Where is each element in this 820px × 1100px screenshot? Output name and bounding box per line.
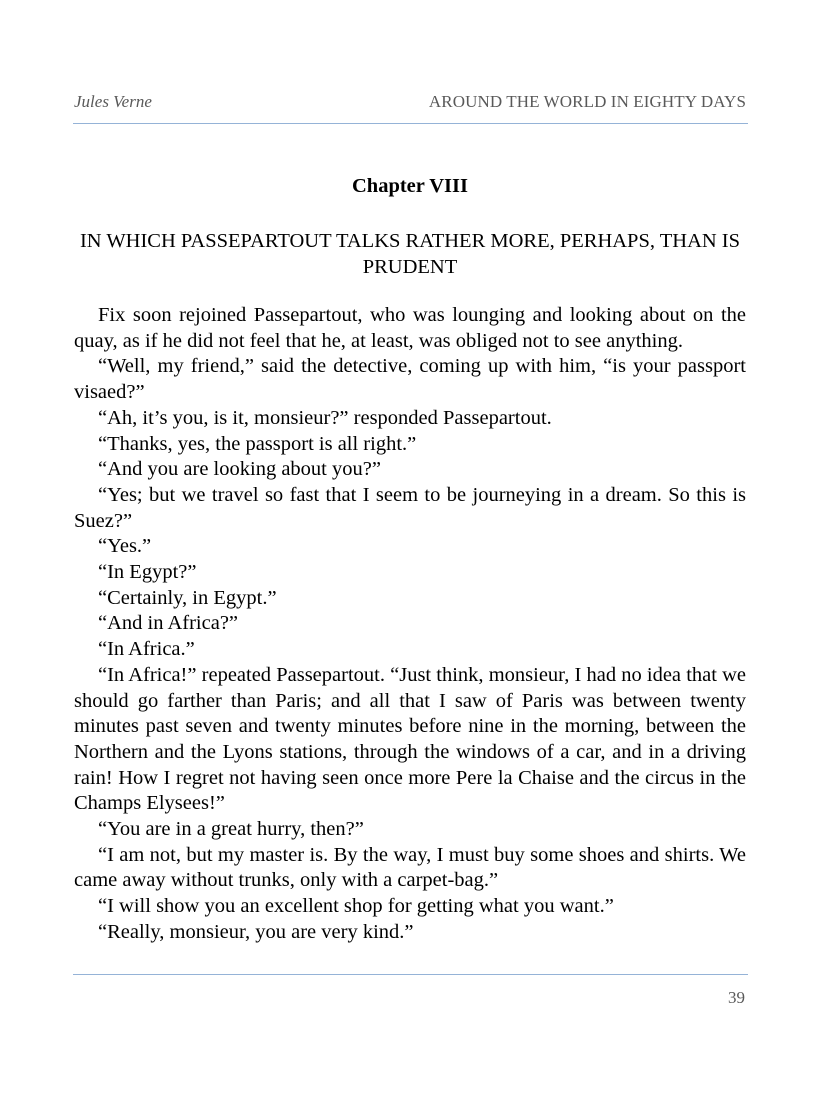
- paragraph: “In Egypt?”: [98, 561, 197, 584]
- paragraph: “In Africa!” repeated Passepartout. “Just think, monsieur, I had no idea that we should go farther than Paris; and all that I saw of Paris was between twenty minutes past seven and twenty minutes before nine in the morning, between the Northern and the Lyons stations, through the windows of a car, and in a driving rain! How I regret not having seen once more Pere la Chaise and the circus in the Champs Elysees!”: [74, 663, 746, 815]
- paragraph: “Yes; but we travel so fast that I seem to be journeying in a dream. So this is Suez?”: [74, 483, 746, 532]
- footer-divider: [73, 974, 748, 975]
- paragraph: “And in Africa?”: [98, 612, 239, 635]
- chapter-subtitle: IN WHICH PASSEPARTOUT TALKS RATHER MORE, PERHAPS, THAN IS PRUDENT: [79, 230, 741, 278]
- header-divider: [73, 123, 748, 124]
- page-number: 39: [728, 988, 745, 1007]
- paragraph: “Ah, it’s you, is it, monsieur?” responded Passepartout.: [98, 406, 552, 429]
- header-book-title: AROUND THE WORLD IN EIGHTY DAYS: [428, 92, 746, 111]
- paragraph: “In Africa.”: [98, 638, 195, 661]
- header-author: Jules Verne: [74, 92, 152, 111]
- paragraph: “Really, monsieur, you are very kind.”: [98, 920, 414, 943]
- paragraph: “Thanks, yes, the passport is all right.”: [98, 432, 417, 455]
- chapter-body: [74, 303, 746, 946]
- paragraph: “You are in a great hurry, then?”: [98, 818, 364, 841]
- chapter-title: Chapter VIII: [351, 175, 468, 197]
- paragraph: “Certainly, in Egypt.”: [98, 586, 277, 609]
- running-header: [74, 92, 746, 116]
- paragraph: “Well, my friend,” said the detective, coming up with him, “is your passport visaed?”: [74, 355, 746, 404]
- paragraph: Fix soon rejoined Passepartout, who was lounging and looking about on the quay, as if he did not feel that he, at least, was obliged not to see anything.: [74, 304, 746, 352]
- paragraph: “I am not, but my master is. By the way, I must buy some shoes and shirts. We came away without trunks, only with a carpet-bag.”: [74, 843, 746, 892]
- paragraph: “I will show you an excellent shop for getting what you want.”: [98, 895, 614, 918]
- paragraph: “And you are looking about you?”: [98, 458, 381, 481]
- paragraph: “Yes.”: [98, 535, 152, 558]
